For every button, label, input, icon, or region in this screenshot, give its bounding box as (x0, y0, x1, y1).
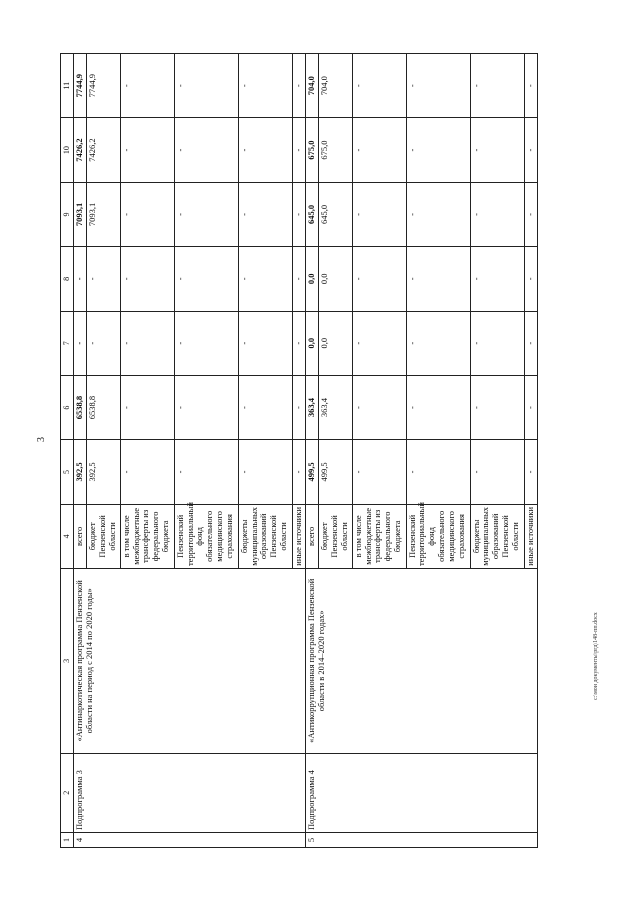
year-value: - (524, 440, 537, 504)
year-value: 7744,9 (74, 54, 87, 118)
year-value: - (470, 440, 524, 504)
year-value: 645,0 (319, 182, 353, 246)
year-value: - (238, 440, 292, 504)
year-value: - (238, 118, 292, 182)
year-value: - (120, 54, 174, 118)
header-cell: 11 (61, 54, 74, 118)
year-value: 645,0 (305, 182, 318, 246)
file-path-footer: c:\мои документы\ргд\148-пп.docx (593, 612, 599, 700)
funding-source: иные источники (292, 504, 305, 568)
funding-source: всего (305, 504, 318, 568)
program-number: 5 (305, 832, 537, 847)
year-value: - (352, 440, 406, 504)
year-value: - (524, 311, 537, 375)
year-value: - (120, 311, 174, 375)
header-row (61, 54, 74, 848)
year-value: - (470, 311, 524, 375)
funding-source: Пензенский территориальный фонд обязательного медицинского страхования (174, 504, 238, 568)
year-value: - (470, 375, 524, 439)
year-value: - (87, 247, 121, 311)
year-value: - (292, 440, 305, 504)
rotated-table-container (60, 53, 538, 848)
year-value: - (120, 182, 174, 246)
year-value: 6538,8 (74, 375, 87, 439)
year-value: - (174, 118, 238, 182)
year-value: - (406, 247, 470, 311)
year-value: - (292, 247, 305, 311)
program-title: «Антинаркотическая программа Пензенской области на период с 2014 по 2020 годы» (74, 569, 306, 754)
budget-table (60, 53, 538, 848)
year-value: - (174, 311, 238, 375)
funding-source: всего (74, 504, 87, 568)
year-value: 0,0 (319, 311, 353, 375)
subprogram-name: Подпрограмма 3 (74, 753, 306, 832)
funding-source: в том числе межбюджетные трансферты из федерального бюджета (120, 504, 174, 568)
year-value: - (406, 311, 470, 375)
year-value: - (406, 375, 470, 439)
year-value: - (352, 54, 406, 118)
year-value: - (120, 247, 174, 311)
year-value: 363,4 (305, 375, 318, 439)
year-value: - (352, 375, 406, 439)
year-value: - (174, 440, 238, 504)
year-value: - (174, 247, 238, 311)
year-value: 499,5 (319, 440, 353, 504)
header-cell: 7 (61, 311, 74, 375)
year-value: 7426,2 (87, 118, 121, 182)
year-value: - (406, 440, 470, 504)
year-value: 7093,1 (74, 182, 87, 246)
year-value: - (120, 440, 174, 504)
table-row (74, 54, 87, 848)
year-value: - (74, 311, 87, 375)
year-value: - (238, 247, 292, 311)
year-value: - (238, 375, 292, 439)
year-value: - (352, 182, 406, 246)
header-cell: 4 (61, 504, 74, 568)
year-value: - (470, 54, 524, 118)
year-value: 7426,2 (74, 118, 87, 182)
header-cell: 1 (61, 832, 74, 847)
year-value: - (174, 54, 238, 118)
year-value: - (292, 118, 305, 182)
year-value: 392,5 (87, 440, 121, 504)
funding-source: бюджет Пензенской области (319, 504, 353, 568)
funding-source: Пензенский территориальный фонд обязательного медицинского страхования (406, 504, 470, 568)
year-value: 7744,9 (87, 54, 121, 118)
year-value: 704,0 (319, 54, 353, 118)
year-value: - (174, 182, 238, 246)
table-body (74, 54, 538, 848)
year-value: 7093,1 (87, 182, 121, 246)
year-value: - (524, 247, 537, 311)
header-cell: 6 (61, 375, 74, 439)
year-value: - (470, 182, 524, 246)
year-value: - (470, 247, 524, 311)
year-value: - (74, 247, 87, 311)
subprogram-name: Подпрограмма 4 (305, 753, 537, 832)
year-value: - (238, 182, 292, 246)
year-value: 363,4 (319, 375, 353, 439)
funding-source: бюджет Пензенской области (87, 504, 121, 568)
year-value: 392,5 (74, 440, 87, 504)
year-value: - (292, 54, 305, 118)
header-cell: 8 (61, 247, 74, 311)
year-value: - (238, 311, 292, 375)
year-value: - (524, 182, 537, 246)
program-number: 4 (74, 832, 306, 847)
year-value: 704,0 (305, 54, 318, 118)
year-value: - (120, 118, 174, 182)
year-value: - (406, 54, 470, 118)
year-value: 675,0 (305, 118, 318, 182)
funding-source: иные источники (524, 504, 537, 568)
year-value: 0,0 (305, 247, 318, 311)
year-value: - (406, 182, 470, 246)
year-value: - (352, 118, 406, 182)
funding-source: в том числе межбюджетные трансферты из федерального бюджета (352, 504, 406, 568)
year-value: - (292, 311, 305, 375)
header-cell: 3 (61, 569, 74, 754)
year-value: - (120, 375, 174, 439)
year-value: - (524, 54, 537, 118)
table-row (305, 54, 318, 848)
header-cell: 2 (61, 753, 74, 832)
year-value: - (292, 182, 305, 246)
funding-source: бюджеты муниципальных образований Пензенской области (470, 504, 524, 568)
funding-source: бюджеты муниципальных образований Пензенской области (238, 504, 292, 568)
year-value: - (238, 54, 292, 118)
year-value: - (352, 311, 406, 375)
year-value: - (87, 311, 121, 375)
header-cell: 9 (61, 182, 74, 246)
year-value: - (524, 375, 537, 439)
year-value: 675,0 (319, 118, 353, 182)
year-value: 0,0 (319, 247, 353, 311)
year-value: - (524, 118, 537, 182)
program-title: «Антикоррупционная программа Пензенской области в 2014–2020 годах» (305, 569, 537, 754)
page-number: 3 (36, 437, 47, 442)
year-value: 0,0 (305, 311, 318, 375)
year-value: - (174, 375, 238, 439)
header-cell: 5 (61, 440, 74, 504)
year-value: - (470, 118, 524, 182)
year-value: - (406, 118, 470, 182)
year-value: 6538,8 (87, 375, 121, 439)
year-value: 499,5 (305, 440, 318, 504)
year-value: - (292, 375, 305, 439)
year-value: - (352, 247, 406, 311)
header-cell: 10 (61, 118, 74, 182)
